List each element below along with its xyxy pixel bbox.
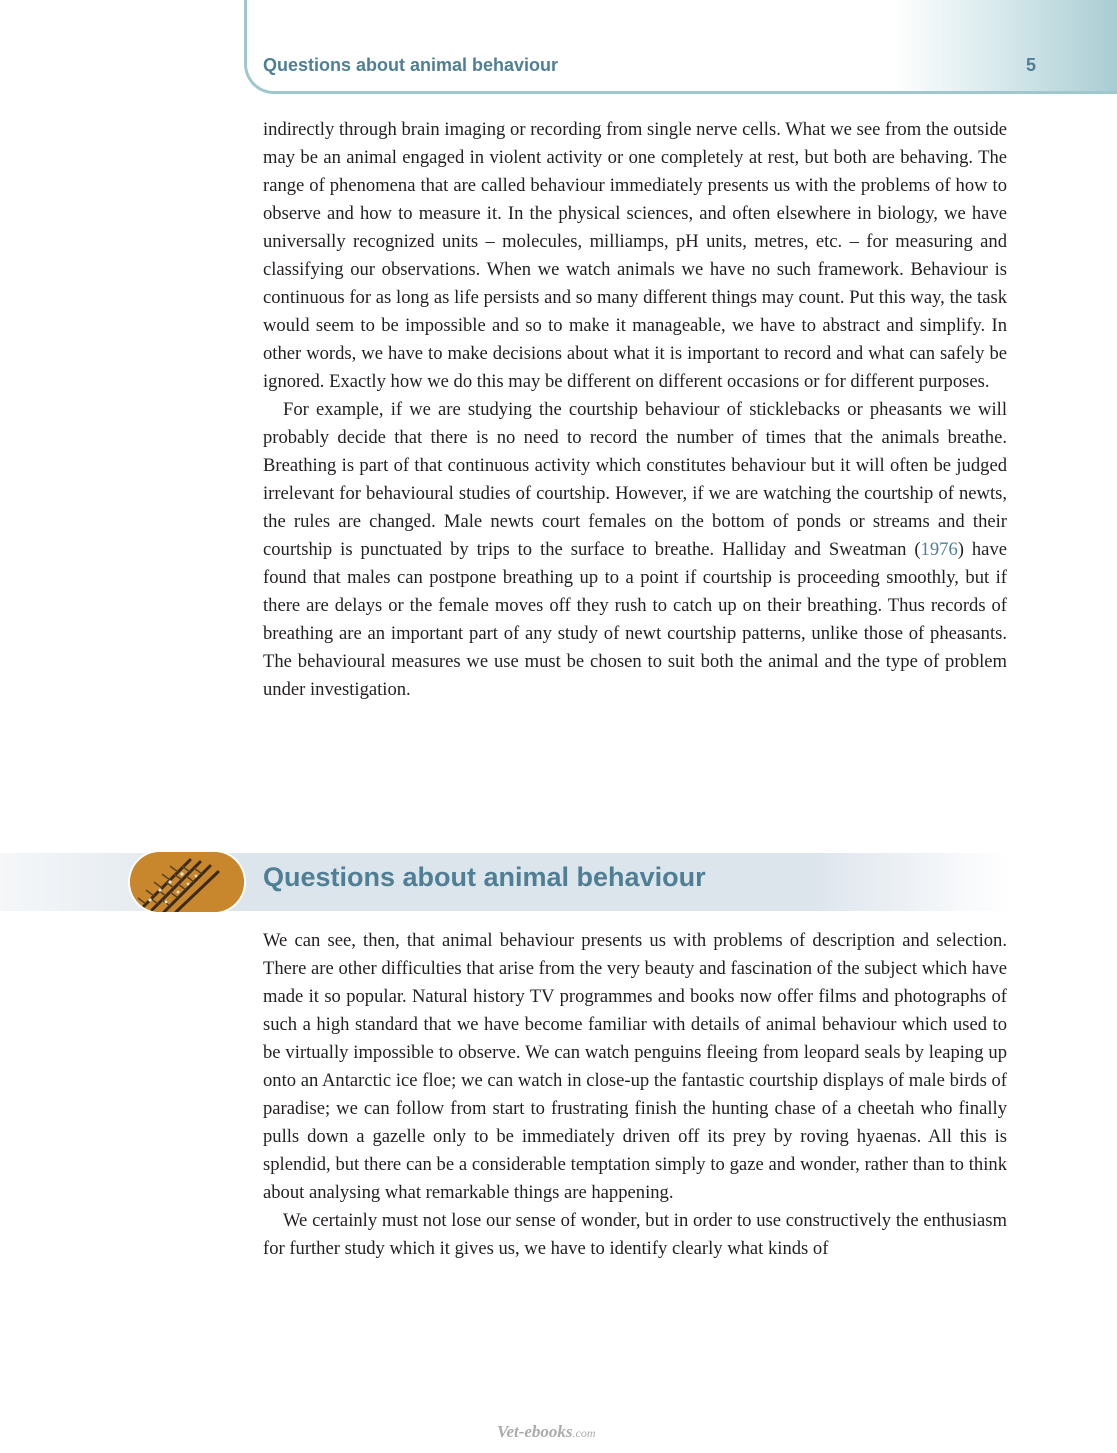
watermark-suffix: .com — [572, 1426, 596, 1440]
paragraph: We can see, then, that animal behaviour presents us with problems of description and selection. There are other difficulties that arise from the very beauty and fascination of the subject which have made it so popular. Natural history TV programmes and books now offer films and photographs of such a high standard that we have become familiar with details of animal behaviour which used to be virtually impossible to observe. We can watch penguins fleeing from leopard seals by leaping up onto an Antarctic ice floe; we can watch in close-up the fantastic courtship displays of male birds of paradise; we can follow from start to frustrating finish the hunting chase of a cheetah who finally pulls down a gazelle only to be immediately driven off its prey by roving hyaenas. All this is splendid, but there can be a considerable temptation simply to gaze and wonder, rather than to think about analysing what remarkable things are happening. — [263, 930, 1007, 1203]
citation-link[interactable]: 1976 — [920, 539, 958, 560]
paragraph — [263, 396, 1007, 704]
paragraph: indirectly through brain imaging or recording from single nerve cells. What we see from the outside may be an animal engaged in violent activity or one completely at rest, but both are behaving. The range of phenomena that are called behaviour immediately presents us with the problems of how to observe and how to measure it. In the physical sciences, and often elsewhere in biology, we have universally recognized units – molecules, milliamps, pH units, metres, etc. – for measuring and classifying our observations. When we watch animals we have no such framework. Behaviour is continuous for as long as life persists and so many different things may count. Put this way, the task would seem to be impossible and so to make it manageable, we have to abstract and simplify. In other words, we have to make decisions about what it is important to record and what can safely be ignored. Exactly how we do this may be different on different occasions or for different purposes. — [263, 119, 1007, 392]
body-text-section — [263, 927, 1007, 1263]
running-header-frame — [244, 0, 1117, 94]
section-heading: Questions about animal behaviour — [263, 862, 706, 892]
paragraph-text: ) have found that males can postpone breathing up to a point if courtship is proceeding smoothly, but if there are delays or the female moves off they rush to catch up on their breathing. Thus records of breathing are an important part of any study of newt courtship patterns, unlike those of pheasants. The behavioural measures we use must be chosen to suit both the animal and the type of problem under investigation. — [263, 539, 1007, 700]
paragraph-text: For example, if we are studying the courtship behaviour of sticklebacks or pheasants we will probably decide that there is no need to record the number of times that the animals breathe. Breathing is part of that continuous activity which constitutes behaviour but it will often be judged irrelevant for behavioural studies of courtship. However, if we are watching the courtship of newts, the rules are changed. Male newts court females on the bottom of ponds or streams and their courtship is punctuated by trips to the surface to breathe. Halliday and Sweatman ( — [263, 399, 1007, 560]
page-number: 5 — [1026, 55, 1037, 75]
watermark-text: Vet-ebooks — [497, 1422, 573, 1441]
watermark — [497, 1422, 596, 1442]
running-title: Questions about animal behaviour — [263, 55, 559, 75]
body-text-top — [263, 116, 1007, 704]
feather-photo-icon — [130, 852, 244, 912]
paragraph: We certainly must not lose our sense of wonder, but in order to use constructively the enthusiasm for further study which it gives us, we have to identify clearly what kinds of — [263, 1210, 1007, 1259]
